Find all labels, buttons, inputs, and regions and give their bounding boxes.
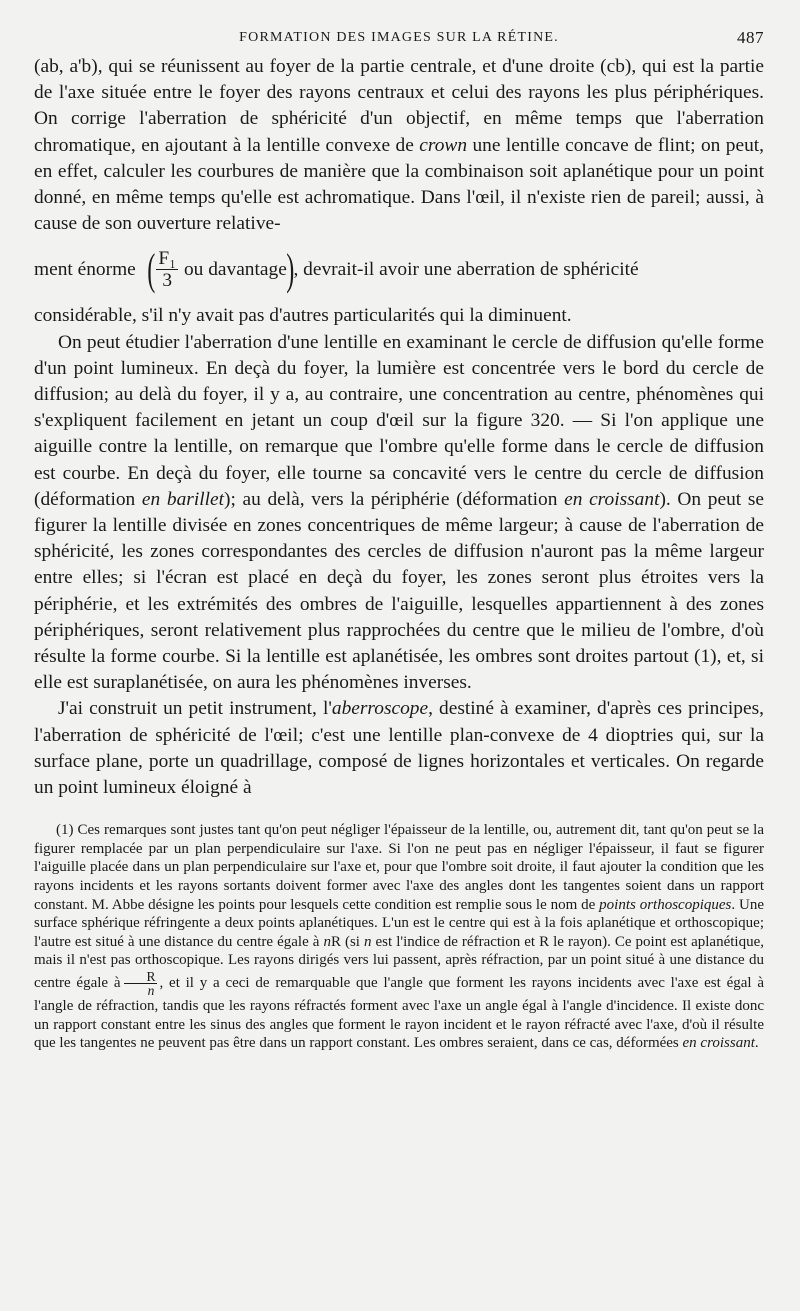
paragraph-1-continued (34, 303, 764, 329)
left-parenthesis: ( (147, 245, 156, 295)
running-title: FORMATION DES IMAGES SUR LA RÉTINE. (239, 30, 559, 45)
fraction-denominator: 3 (162, 270, 173, 292)
small-fraction-denominator: n (147, 983, 155, 999)
paragraph-1-text-c: considérable, s'il n'y avait pas d'autres particularités qui la diminuent. (34, 305, 572, 327)
formula-lead-text: ment énorme (34, 259, 136, 281)
right-parenthesis: ) (286, 245, 295, 295)
paragraph-2-text-c: ). On peut se figurer la lentille divisée en zones concentriques de même largeur; à cause de l'aberration de sphéricité, les zones correspondantes des cercles de diffusion n'auront pas la même largeur entre elles; si l'écran est placé en deçà du foyer, les zones seront plus étroites vers la périphérie, et les extrémités des ombres de l'aiguille, lesquelles appartiennent à des zones périphériques, seront relativement plus rapprochées du centre que le milieu de l'ombre, d'où résulte la forme courbe. Si la lentille est aplanétisée, les ombres sont droites partout (1), et, si elle est suraplanétisée, on aura les phénomènes inverses. (34, 488, 765, 694)
footnote-text-a: (1) Ces remarques sont justes tant qu'on peut négliger l'épaisseur de la lentille, ou, autrement dit, tant qu'on peut se la figurer remplacée par un plan perpendiculaire sur l'axe. Si l'on ne peut pas en négliger l'épaisseur, il faut se figurer l'aiguille placée dans un plan perpendiculaire sur l'axe et, pour que l'ombre soit droite, il faut ajouter la condition que les rayons incidents et les rayons sortants doivent former avec l'axe des angles dont les tangentes soient dans un rapport constant. M. Abbe désigne les points pour lesquels cette condition est remplie sous le nom de (34, 822, 764, 913)
paragraph-2-text-a: On peut étudier l'aberration d'une lentille en examinant le cercle de diffusion qu'elle forme d'un point lumineux. En deçà du foyer, la lumière est concentrée vers le bord du cercle de diffusion; au delà du foyer, il y a, au contraire, une concentration au centre, phénomènes qui s'expliquent facilement en jetant un coup d'œil sur la figure 320. — Si l'on applique une aiguille contre la lentille, on remarque que l'ombre qu'elle forme dans le cercle de diffusion est courbe. En deçà du foyer, elle tourne sa concavité vers le centre du cercle de diffusion (déformation (34, 331, 764, 510)
footnote-emphasis-n-1: n (323, 933, 331, 950)
paragraph-1-text-b: une lentille concave de flint; on peut, en effet, calculer les courbures de manière que la combinaison soit aplanétique pour un point donné, en même temps qu'elle est achromatique. Dans l'œil, il n'existe rien de pareil; aussi, à cause de son ouverture relative- (34, 134, 765, 235)
page-number: 487 (737, 28, 764, 47)
paragraph-3-text-b: , destiné à examiner, d'après ces principes, l'aberration de sphéricité de l'œil; c'est une lentille plan-convexe de 4 dioptries qui, sur la surface plane, porte un quadrillage, composé de lignes horizontales et verticales. On regarde un point lumineux éloigné à (34, 698, 764, 799)
footnote-text-d: est l'indice de réfraction et R le rayon). Ce point est aplanétique, mais il n'est pas orthoscopique. Les rayons dirigés vers lui passent, après réfraction, par un point situé à une distance du centre égale à (34, 933, 764, 991)
footnote (34, 821, 764, 1053)
paragraph-3 (34, 696, 764, 801)
footnote-emphasis-croissant: en croissant (682, 1035, 755, 1052)
formula-line (34, 239, 764, 301)
footnote-emphasis-orthoscopiques: points orthoscopiques (599, 896, 732, 913)
footnote-text-c: R (si (330, 933, 364, 950)
formula-trail-text: , devrait-il avoir une aberration de sphéricité (293, 259, 639, 281)
small-fraction-numerator: R (124, 970, 157, 984)
paragraph-3-emphasis-aberroscope: aberroscope (331, 698, 429, 720)
paragraph-2-text-b: ); au delà, vers la périphérie (déformation (223, 488, 565, 510)
paragraph-1-text-a: (ab, a'b), qui se réunissent au foyer de la partie centrale, et d'une droite (cb), qui est la partie de l'axe située entre le foyer des rayons centraux et celui des rayons les plus périphériques. On corrige l'aberration de sphéricité d'un objectif, en même temps que l'aberration chromatique, en ajoutant à la lentille convexe de (34, 56, 764, 156)
footnote-text-b: . Une surface sphérique réfringente a deux points aplanétiques. L'un est le centre qui est à la fois aplanétique et orthoscopique; l'autre est situé à une distance du centre égale à (34, 896, 765, 950)
paragraph-2 (34, 330, 764, 697)
formula-inner-text: ou davantage (183, 259, 287, 281)
footnote-text (34, 821, 764, 1053)
fraction-f1-over-3 (156, 249, 178, 291)
fraction-r-over-n (124, 970, 157, 997)
paragraph-3-text-a: J'ai construit un petit instrument, l' (58, 698, 332, 720)
footnote-emphasis-n-2: n (364, 933, 372, 950)
fraction-numerator: F₁ (158, 248, 176, 270)
paragraph-1 (34, 54, 764, 237)
paragraph-2-emphasis-croissant: en croissant (564, 488, 660, 510)
footnote-text-e: , et il y a ceci de remarquable que l'angle que forment les rayons incidents avec l'axe est égal à l'angle de réfraction, tandis que les rayons réfractés forment avec l'axe un angle égal à l'angle d'incidence. Il existe donc un rapport constant entre les sinus des angles que forment le rayon incident et le rayon réfracté avec l'axe, d'où il résulte que les tangentes ne peuvent pas être dans un rapport constant. Les ombres seraient, dans ce cas, déformées (34, 974, 765, 1052)
paragraph-2-emphasis-barillet: en barillet (141, 488, 224, 510)
footnote-text-f: . (754, 1035, 759, 1052)
paragraph-1-emphasis-crown: crown (419, 134, 468, 156)
running-head (34, 28, 764, 54)
body-text (34, 54, 764, 801)
